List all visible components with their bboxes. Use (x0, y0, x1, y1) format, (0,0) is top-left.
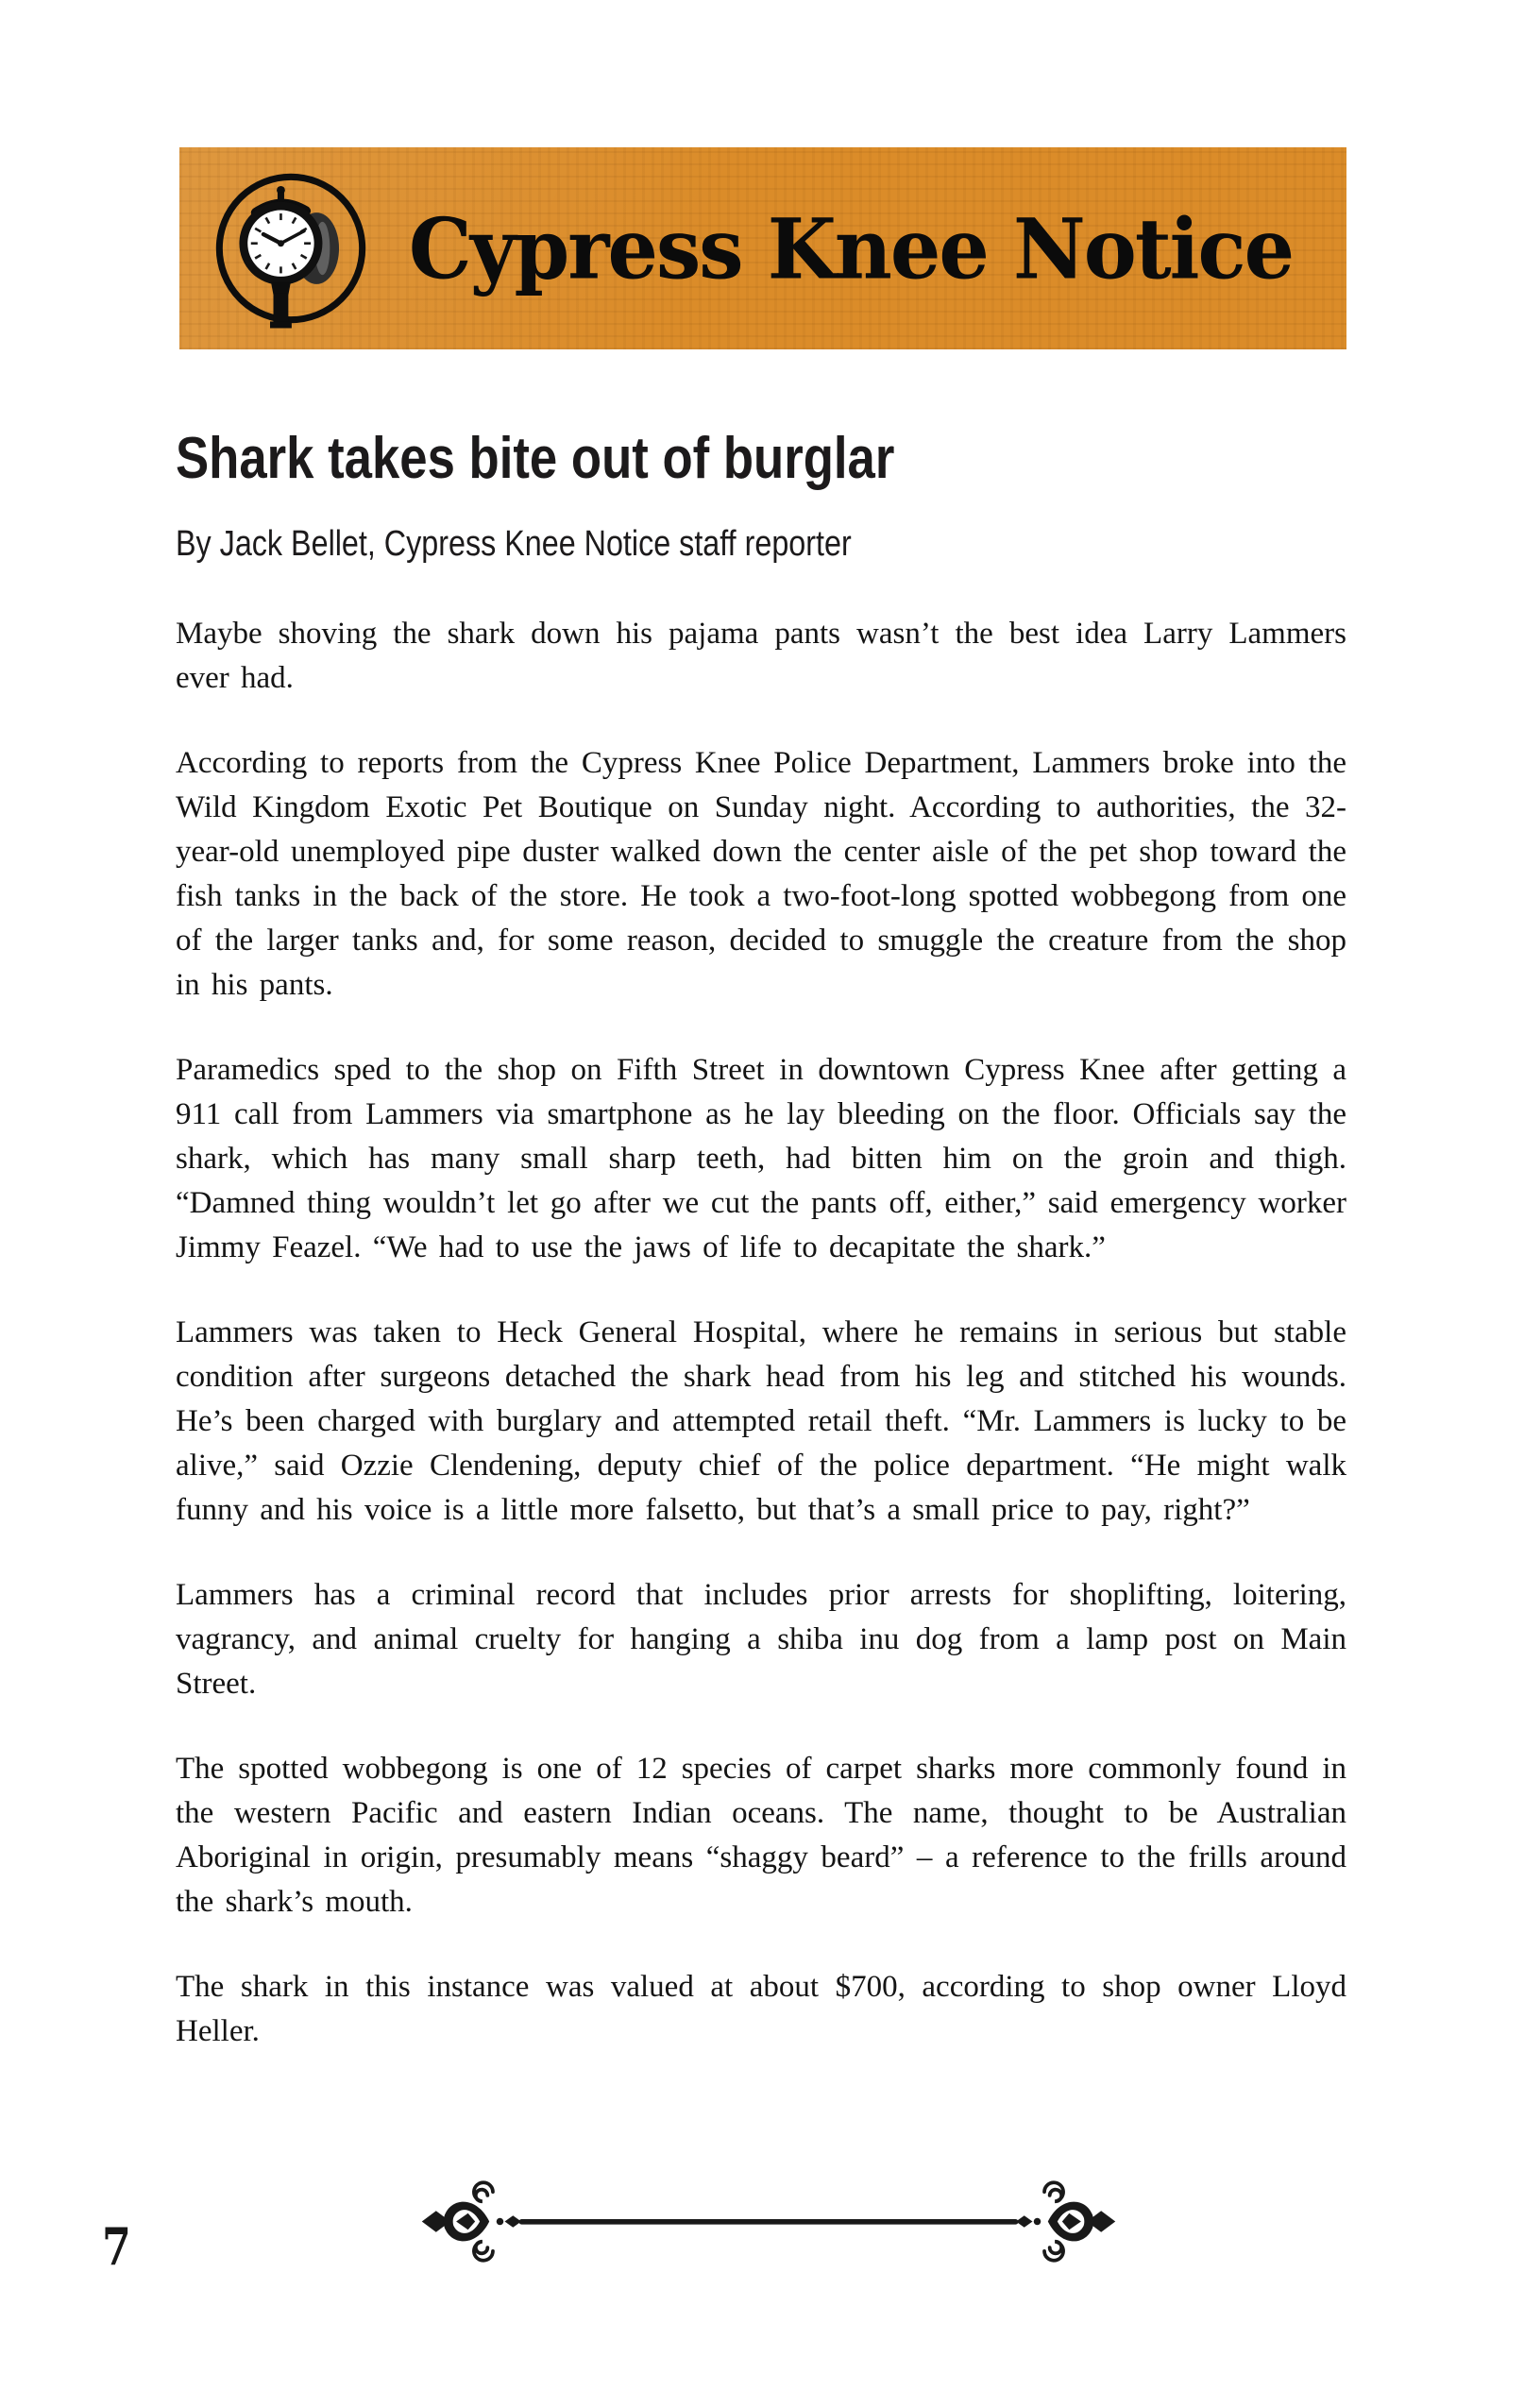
article-body (176, 612, 1346, 2094)
ornamental-rule-icon (414, 2172, 1124, 2271)
article-paragraph: The shark in this instance was valued at about $700, according to shop owner Lloyd Heller. (176, 1970, 1346, 2048)
article-paragraph: According to reports from the Cypress Knee Police Department, Lammers broke into the Wild Kingdom Exotic Pet Boutique on Sunday night. According to authorities, the 32-year-old unemployed pipe duster walked down the center aisle of the pet shop toward the fish tanks in the back of the store. He took a two-foot-long spotted wobbegong from one of the larger tanks and, for some reason, decided to smuggle the creature from the shop in his pants. (176, 746, 1346, 1002)
masthead-banner (179, 147, 1346, 349)
article-byline (176, 525, 971, 565)
page-number: 7 (102, 2216, 131, 2277)
article-paragraph: Maybe shoving the shark down his pajama pants wasn’t the best idea Larry Lammers ever had. (176, 617, 1346, 695)
article-paragraph: Paramedics sped to the shop on Fifth Street in downtown Cypress Knee after getting a 911 call from Lammers via smartphone as he lay bleeding on the floor. Officials say the shark, which has many small sharp teeth, had bitten him on the groin and thigh. “Damned thing wouldn’t let go after we cut the pants off, either,” said emergency worker Jimmy Feazel. “We had to use the jaws of life to decapitate the shark.” (176, 1053, 1346, 1264)
article-paragraph: Lammers has a criminal record that includes prior arrests for shoplifting, loitering, vagrancy, and animal cruelty for hanging a shiba inu dog from a lamp post on Main Street. (176, 1578, 1346, 1701)
article-headline-text: Shark takes bite out of burglar (176, 426, 895, 491)
street-clock-icon (208, 165, 374, 331)
article-paragraph: Lammers was taken to Heck General Hospital, where he remains in serious but stable condition after surgeons detached the shark head from his leg and stitched his wounds. He’s been charged with burglary and attempted retail theft. “Mr. Lammers is lucky to be alive,” said Ozzie Clendening, deputy chief of the police department. “He might walk funny and his voice is a little more falsetto, but that’s a small price to pay, right?” (176, 1315, 1346, 1527)
article-headline (176, 427, 1022, 491)
article-byline-text: By Jack Bellet, Cypress Knee Notice staff reporter (176, 524, 852, 564)
article-paragraph: The spotted wobbegong is one of 12 species of carpet sharks more commonly found in the western Pacific and eastern Indian oceans. The name, thought to be Australian Aboriginal in origin, presumably means “shaggy beard” – a reference to the frills around the shark’s mouth. (176, 1752, 1346, 1919)
masthead-title: Cypress Knee Notice (408, 199, 1294, 297)
